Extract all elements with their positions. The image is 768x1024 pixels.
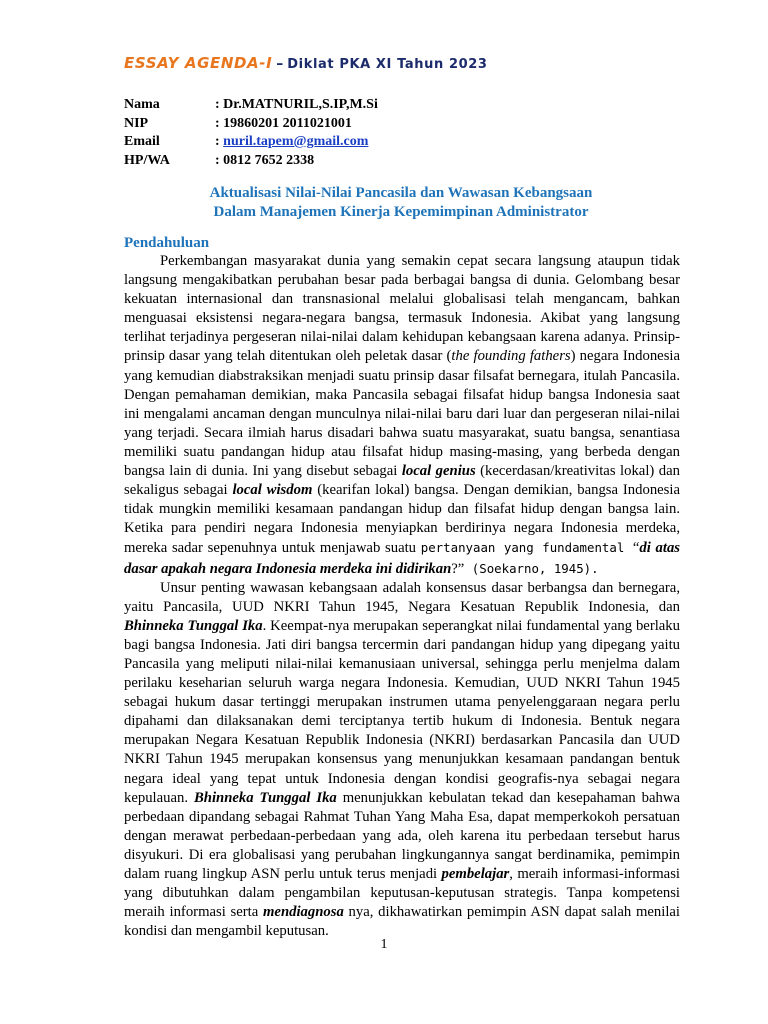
info-value: : Dr.MATNURIL,S.IP,M.Si	[215, 97, 378, 112]
text-run: menunjukkan kebulatan tekad dan kesepahaman bahwa perbedaan dipandang sebagai Rahmat Tuhan Yang Maha Esa, dapat memperkokoh persatuan dengan merawat perbedaan-perbedaan yang ada, oleh karena itu perbedaan tersebut harus disyukuri. Di era globalisasi yang perubahan lingkungannya sangat berdinamika, pemimpin dalam ruang lingkup ASN perlu untuk terus menjadi	[124, 789, 680, 882]
section-heading: Pendahuluan	[124, 235, 210, 251]
email-prefix: :	[215, 134, 224, 149]
bold-italic-text: Bhinneka Tunggal Ika	[124, 617, 263, 634]
header-dash: –	[276, 56, 284, 72]
text-run: Perkembangan masyarakat dunia yang semakin cepat secara langsung ataupun tidak langsung mengakibatkan perubahan besar pada berbagai bangsa di dunia. Gelombang besar kekuatan internasional dan transnasional melalui globalisasi telah mengancam, bahkan menguasai eksistensi negara-negara bangsa, termasuk Indonesia. Akibat yang langsung terlihat terjadinya pergeseran nilai-nilai dalam kehidupan kebangsaan karena adanya. Prinsip-prinsip dasar yang telah ditentukan oleh peletak dasar (	[124, 253, 680, 365]
essay-body	[124, 252, 680, 941]
bold-italic-text: local genius	[401, 463, 476, 480]
bold-italic-text: mendiagnosa	[263, 904, 344, 921]
bold-italic-text: pembelajar	[441, 866, 510, 882]
essay-title-line-1: Aktualisasi Nilai-Nilai Pancasila dan Wawasan Kebangsaan	[209, 185, 593, 201]
page-number: 1	[380, 937, 388, 952]
essay-agenda-label: ESSAY AGENDA-I	[124, 54, 273, 72]
info-label: Email	[124, 134, 160, 149]
text-run: (kecerdasan/kreativitas lokal) dan sekaligus sebagai	[124, 463, 680, 499]
paragraph-1	[124, 252, 680, 579]
bold-italic-text: di atas dasar apakah negara Indonesia merdeka ini didirikan	[124, 540, 681, 577]
document-header	[124, 54, 488, 73]
info-label: Nama	[124, 97, 160, 112]
essay-title-line-2: Dalam Manajemen Kinerja Kepemimpinan Administrator	[213, 204, 589, 220]
essay-title	[124, 184, 678, 222]
info-value	[215, 133, 368, 152]
diklat-label: Diklat PKA XI Tahun 2023	[287, 57, 488, 72]
bold-italic-text: local wisdom	[232, 482, 313, 499]
info-value: : 19860201 2011021001	[215, 115, 352, 131]
paragraph-2	[124, 579, 680, 942]
info-value: : 0812 7652 2338	[215, 152, 315, 168]
info-label: HP/WA	[124, 152, 170, 168]
text-run: (kearifan lokal) bangsa. Dengan demikian, bangsa Indonesia tidak mungkin memiliki kesamaan pandangan hidup dan filsafat hidup dengan bangsa lain. Ketika para pendiri negara Indonesia menyiapkan berdirinya negara Indonesia merdeka, mereka sadar sepenuhnya untuk menjawab suatu	[124, 482, 680, 557]
email-link[interactable]: nuril.tapem@gmail.com	[223, 134, 369, 149]
italic-text: the founding fathers	[451, 348, 571, 365]
text-run: , meraih informasi-informasi yang dibutuhkan dalam pengambilan keputusan-keputusan strategis. Tanpa kompetensi meraih informasi serta	[124, 866, 681, 921]
mono-text: (Soekarno, 1945).	[464, 560, 599, 576]
text-run: ?”	[451, 560, 465, 577]
text-run: Unsur penting wawasan kebangsaan adalah konsensus dasar berbangsa dan bernegara, yaitu Pancasila, UUD NKRI Tahun 1945, Negara Kesatuan Republik Indonesia, dan	[124, 579, 680, 615]
bold-italic-text: Bhinneka Tunggal Ika	[193, 789, 337, 806]
text-run: . Keempat-nya merupakan seperangkat nilai fundamental yang berlaku bagi bangsa Indonesia. Jati diri bangsa tercermin dari pandangan hidup yang dipegang yaitu Pancasila yang meliputi nilai-nilai kemanusiaan universal, sehingga perlu menjelma dalam perilaku keseharian seluruh warga negara Indonesia. Kemudian, UUD NKRI Tahun 1945 sebagai hukum dasar tertinggi merupakan instrumen utama penyelenggaraan negara perlu dipahami dan dilaksanakan demi terciptanya tertib hukum di Indonesia. Bentuk negara merupakan Negara Kesatuan Republik Indonesia (NKRI) berdasarkan Pancasila dan UUD NKRI Tahun 1945 merupakan konsensus yang menunjukkan kesamaan pandangan bentuk negara ideal yang tepat untuk Indonesia dengan kondisi geografis-nya sebagai negara kepulauan.	[124, 617, 680, 806]
mono-text: pertanyaan yang fundamental	[420, 540, 633, 556]
info-label: NIP	[124, 115, 149, 131]
text-run: ) negara Indonesia yang kemudian diabstraksikan menjadi suatu prinsip dasar filsafat bernegara, itulah Pancasila. Dengan pemahaman demikian, maka Pancasila sebagai filsafat hidup bangsa Indonesia saat ini mengalami ancaman dengan munculnya nilai-nilai baru dari luar dan pergeseran nilai-nilai yang terjadi. Secara ilmiah harus disadari bahwa suatu masyarakat, suatu bangsa, senantiasa memiliki suatu pandangan hidup atau filsafat hidup masing-masing, yang berbeda dengan bangsa lain di dunia. Ini yang disebut sebagai	[124, 348, 681, 480]
text-run: nya, dikhawatirkan pemimpin ASN dapat salah menilai kondisi dan mengambil keputusan.	[124, 904, 680, 940]
text-run: “	[632, 540, 640, 557]
